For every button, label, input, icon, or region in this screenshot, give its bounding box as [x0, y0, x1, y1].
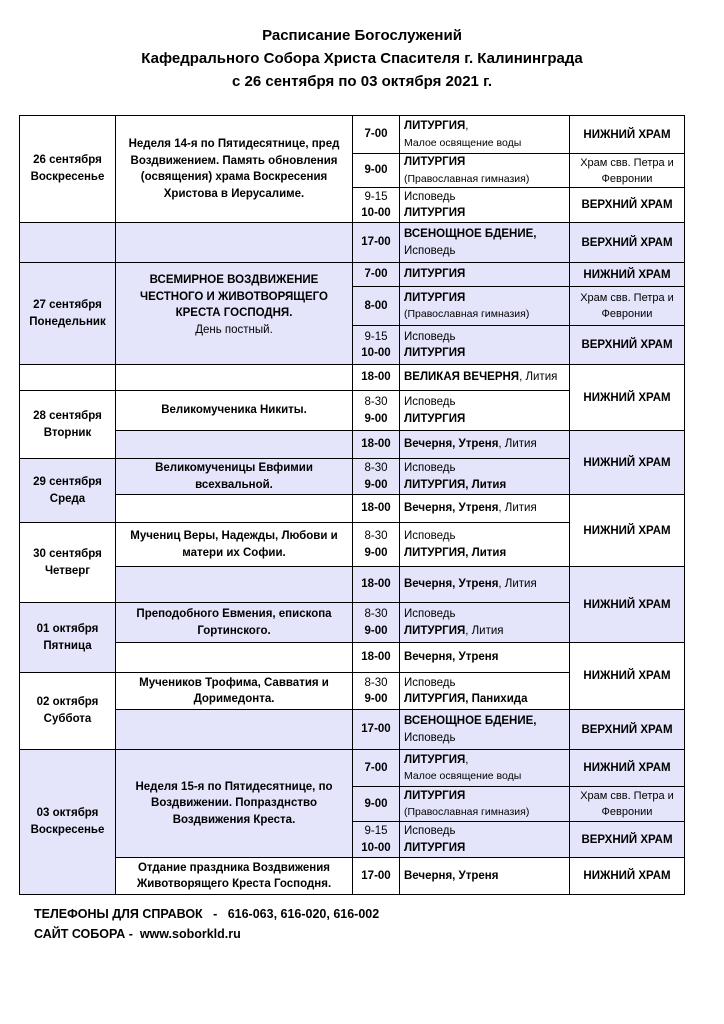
service-note: (Православная гимназия): [404, 308, 530, 320]
table-row: [20, 750, 685, 787]
location-text: Храм свв. Петра и Февронии: [580, 790, 674, 818]
service-cell: [400, 523, 570, 567]
service-note: Малое освящение воды: [404, 136, 522, 149]
title-line-3: с 26 сентября по 03 октября 2021 г.: [232, 73, 492, 90]
location-cell: НИЖНИЙ ХРАМ: [570, 365, 685, 431]
service-cell: [400, 287, 570, 326]
date-text: 27 сентября: [33, 298, 102, 311]
time-a: 8-30: [364, 462, 388, 474]
feast-description: Преподобного Евмения, епископа Гортинского.: [116, 603, 353, 643]
desc-cell-empty: [116, 495, 353, 523]
location-cell: НИЖНИЙ ХРАМ: [570, 116, 685, 154]
desc-cell-empty: [116, 567, 353, 603]
feast-title: ВСЕМИРНОЕ ВОЗДВИЖЕНИЕ ЧЕСТНОГО И ЖИВОТВОРЯЩЕГО КРЕСТА ГОСПОДНЯ.: [140, 274, 328, 319]
service-name: ВЕЛИКАЯ ВЕЧЕРНЯ: [404, 371, 520, 384]
time-cell: 9-00: [353, 154, 400, 188]
service-name: ЛИТУРГИЯ, Лития: [404, 546, 507, 559]
location-cell: ВЕРХНИЙ ХРАМ: [570, 188, 685, 223]
service-cell: [400, 391, 570, 431]
schedule-table: [19, 115, 685, 895]
desc-cell-empty: [116, 431, 353, 459]
time-cell: [353, 326, 400, 365]
service-cell: Вечерня, Утреня: [400, 858, 570, 895]
weekday-text: Воскресенье: [30, 824, 105, 836]
date-cell-empty: [20, 223, 116, 263]
service-name: ЛИТУРГИЯ: [404, 207, 466, 219]
feast-description: Неделя 15-я по Пятидесятнице, по Воздвижении. Попразднство Воздвижения Креста.: [116, 750, 353, 858]
date-text: 30 сентября: [33, 547, 102, 560]
time-b: 9-00: [364, 693, 388, 705]
time-b: 10-00: [361, 841, 391, 854]
service-name: ЛИТУРГИЯ: [404, 841, 466, 854]
time-b: 10-00: [361, 347, 391, 359]
service-cell: [400, 495, 570, 523]
table-row: [20, 431, 685, 459]
table-row: [20, 365, 685, 391]
location-text: Храм свв. Петра и Февронии: [580, 156, 674, 185]
service-name: ЛИТУРГИЯ, Лития: [404, 478, 507, 491]
date-cell: [20, 263, 116, 365]
time-cell: 18-00: [353, 431, 400, 459]
service-cell: [400, 365, 570, 391]
phones-line: ТЕЛЕФОНЫ ДЛЯ СПРАВОК - 616-063, 616-020, 616-002: [34, 907, 380, 921]
service-cell: [400, 431, 570, 459]
schedule-title: [0, 24, 724, 93]
service-name: ЛИТУРГИЯ: [404, 753, 466, 766]
service-cell: [400, 459, 570, 495]
time-cell: 18-00: [353, 567, 400, 603]
service-cell: [400, 710, 570, 750]
service-name: Вечерня, Утреня: [404, 438, 499, 451]
time-cell: [353, 603, 400, 643]
time-cell: 7-00: [353, 116, 400, 154]
date-cell-empty: [20, 365, 116, 391]
service-note: , Лития: [465, 624, 504, 637]
time-cell: [353, 673, 400, 710]
location-cell: ВЕРХНИЙ ХРАМ: [570, 326, 685, 365]
time-cell: 18-00: [353, 365, 400, 391]
date-cell: [20, 673, 116, 750]
service-comma: ,: [465, 120, 469, 132]
weekday-text: Пятница: [43, 639, 92, 652]
date-text: 02 октября: [36, 696, 99, 708]
time-b: 9-00: [364, 412, 388, 425]
time-cell: 17-00: [353, 710, 400, 750]
service-name: ВСЕНОЩНОЕ БДЕНИЕ,: [404, 228, 537, 240]
service-cell: [400, 750, 570, 787]
location-text: Храм свв. Петра и Февронии: [580, 292, 674, 320]
service-note: , Лития: [498, 578, 537, 591]
service-cell: [400, 603, 570, 643]
service-name: ЛИТУРГИЯ: [404, 120, 466, 132]
feast-description: Великомученицы Евфимии всехвальной.: [116, 459, 353, 495]
time-b: 9-00: [364, 546, 388, 559]
weekday-text: Понедельник: [29, 315, 106, 328]
desc-cell-empty: [116, 710, 353, 750]
desc-cell-empty: [116, 365, 353, 391]
date-cell: [20, 603, 116, 673]
service-cell: [400, 787, 570, 822]
time-cell: 7-00: [353, 263, 400, 287]
service-name: ЛИТУРГИЯ: [404, 412, 466, 425]
weekday-text: Суббота: [43, 713, 92, 725]
service-cell: [400, 223, 570, 263]
service-name: [404, 623, 565, 640]
weekday-text: Вторник: [43, 426, 92, 439]
time-cell: 18-00: [353, 495, 400, 523]
table-row: [20, 263, 685, 287]
service-note: , Лития: [498, 438, 537, 451]
feast-description: Отдание праздника Воздвижения Животворящего Креста Господня.: [116, 858, 353, 895]
service-name: ЛИТУРГИЯ: [404, 291, 466, 304]
time-cell: 8-00: [353, 287, 400, 326]
date-text: 29 сентября: [33, 475, 102, 488]
location-cell: НИЖНИЙ ХРАМ: [570, 750, 685, 787]
feast-description: Мучеников Трофима, Савватия и Доримедонта.: [116, 673, 353, 710]
time-cell: [353, 188, 400, 223]
website-line[interactable]: САЙТ СОБОРА - www.soborkld.ru: [34, 927, 241, 941]
feast-description: [116, 263, 353, 365]
service-note: Малое освящение воды: [404, 770, 522, 782]
feast-description: Неделя 14-я по Пятидесятнице, пред Воздвижением. Память обновления (освящения) храма Воскресения Христова в Иерусалиме.: [116, 116, 353, 223]
time-a: 8-30: [364, 676, 388, 689]
contacts-footer: [34, 904, 379, 944]
time-cell: [353, 459, 400, 495]
date-text: 28 сентября: [33, 409, 102, 422]
location-cell: НИЖНИЙ ХРАМ: [570, 567, 685, 643]
time-a: 8-30: [364, 608, 388, 620]
time-a: 9-15: [364, 190, 388, 203]
service-confession: Исповедь: [404, 676, 456, 689]
date-cell: [20, 391, 116, 459]
service-name: ЛИТУРГИЯ: [404, 789, 466, 802]
location-cell: ВЕРХНИЙ ХРАМ: [570, 710, 685, 750]
service-confession: Исповедь: [404, 608, 456, 620]
desc-cell-empty: [116, 223, 353, 263]
service-confession: Исповедь: [404, 825, 456, 837]
location-cell: ВЕРХНИЙ ХРАМ: [570, 223, 685, 263]
time-a: 9-15: [364, 330, 388, 343]
service-cell: ЛИТУРГИЯ: [400, 263, 570, 287]
location-cell: НИЖНИЙ ХРАМ: [570, 263, 685, 287]
service-name: ЛИТУРГИЯ: [404, 156, 466, 168]
service-confession: Исповедь: [404, 190, 456, 203]
weekday-text: Воскресенье: [30, 171, 105, 183]
service-note: Исповедь: [404, 244, 456, 257]
service-cell: [400, 116, 570, 154]
service-confession: Исповедь: [404, 530, 456, 542]
time-cell: [353, 391, 400, 431]
service-name: Вечерня, Утреня: [404, 502, 499, 515]
time-cell: [353, 822, 400, 858]
time-a: 8-30: [364, 396, 388, 408]
service-cell: [400, 567, 570, 603]
date-text: 26 сентября: [33, 154, 102, 166]
location-cell: НИЖНИЙ ХРАМ: [570, 431, 685, 495]
feast-description: Мучениц Веры, Надежды, Любови и матери их Софии.: [116, 523, 353, 567]
time-cell: 17-00: [353, 223, 400, 263]
time-cell: 9-00: [353, 787, 400, 822]
title-line-2: Кафедрального Собора Христа Спасителя г. Калининграда: [141, 50, 583, 67]
date-cell: [20, 459, 116, 523]
time-b: 9-00: [364, 624, 388, 637]
weekday-text: Четверг: [44, 564, 91, 577]
time-cell: 7-00: [353, 750, 400, 787]
location-cell: НИЖНИЙ ХРАМ: [570, 858, 685, 895]
service-cell: [400, 673, 570, 710]
location-cell: [570, 154, 685, 188]
table-row: [20, 567, 685, 603]
date-text: 03 октября: [36, 807, 99, 819]
time-a: 9-15: [364, 825, 388, 837]
location-cell: ВЕРХНИЙ ХРАМ: [570, 822, 685, 858]
feast-note: День постный.: [195, 323, 273, 336]
date-cell: [20, 750, 116, 895]
table-row: [20, 223, 685, 263]
time-cell: 17-00: [353, 858, 400, 895]
table-row: [20, 710, 685, 750]
time-a: 8-30: [364, 530, 388, 542]
service-cell: [400, 822, 570, 858]
date-cell: [20, 116, 116, 223]
time-cell: [353, 523, 400, 567]
date-cell: [20, 523, 116, 603]
feast-description: Великомученика Никиты.: [116, 391, 353, 431]
service-name: ЛИТУРГИЯ, Панихида: [404, 693, 528, 705]
title-line-1: Расписание Богослужений: [262, 27, 462, 44]
service-cell: Вечерня, Утреня: [400, 643, 570, 673]
time-cell: 18-00: [353, 643, 400, 673]
service-note: Исповедь: [404, 731, 456, 744]
service-cell: [400, 154, 570, 188]
table-row: [20, 858, 685, 895]
service-name: ЛИТУРГИЯ: [404, 347, 466, 359]
service-comma: ,: [465, 753, 469, 766]
table-row: [20, 116, 685, 154]
service-note: , Лития: [498, 502, 537, 515]
service-name: ВСЕНОЩНОЕ БДЕНИЕ,: [404, 715, 537, 727]
service-note: (Православная гимназия): [404, 172, 530, 185]
desc-cell-empty: [116, 643, 353, 673]
weekday-text: Среда: [49, 492, 86, 505]
service-confession: Исповедь: [404, 396, 456, 408]
service-liturgy: ЛИТУРГИЯ: [404, 624, 466, 637]
time-b: 10-00: [361, 207, 391, 219]
service-cell: [400, 326, 570, 365]
service-confession: Исповедь: [404, 330, 456, 343]
service-note: (Православная гимназия): [404, 806, 530, 818]
location-cell: [570, 287, 685, 326]
table-row: [20, 643, 685, 673]
location-cell: НИЖНИЙ ХРАМ: [570, 495, 685, 567]
time-b: 9-00: [364, 478, 388, 491]
service-cell: [400, 188, 570, 223]
table-row: [20, 495, 685, 523]
date-text: 01 октября: [36, 622, 99, 635]
location-cell: НИЖНИЙ ХРАМ: [570, 643, 685, 710]
location-cell: [570, 787, 685, 822]
service-note: , Лития: [519, 371, 558, 384]
service-confession: Исповедь: [404, 462, 456, 474]
service-name: Вечерня, Утреня: [404, 578, 499, 591]
